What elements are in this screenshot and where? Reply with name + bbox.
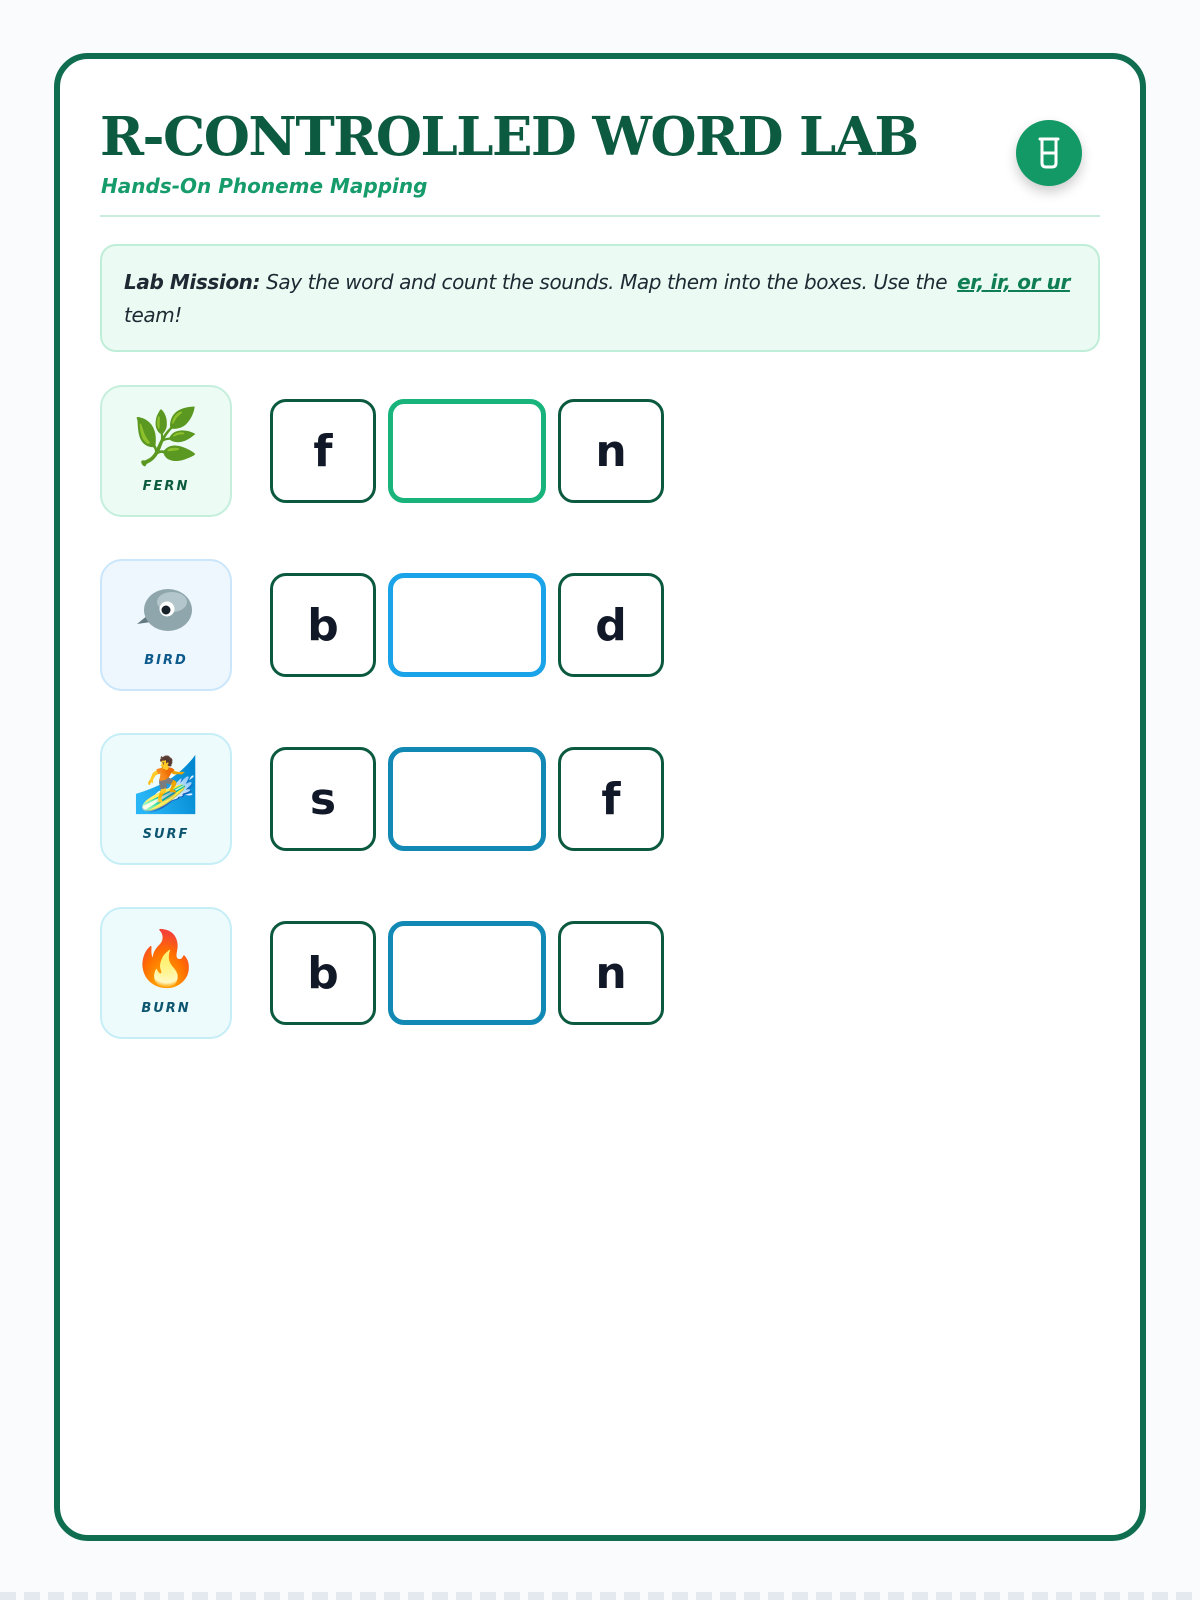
picture-word-label: FERN bbox=[142, 479, 190, 494]
page-title: R-CONTROLLED WORD LAB bbox=[100, 106, 918, 168]
picture-card[interactable] bbox=[100, 385, 232, 517]
mission-label: Lab Mission: bbox=[124, 270, 261, 294]
beaker-button[interactable] bbox=[1016, 120, 1082, 186]
sound-box-first: s bbox=[270, 747, 376, 851]
header-divider bbox=[100, 215, 1100, 217]
sound-box-first: b bbox=[270, 921, 376, 1025]
sound-box-vowel-team[interactable] bbox=[388, 399, 546, 503]
sound-box-vowel-team[interactable] bbox=[388, 747, 546, 851]
mission-text: Say the word and count the sounds. Map them into the boxes. Use the bbox=[266, 270, 948, 294]
picture-word-label: SURF bbox=[142, 827, 190, 842]
page-subtitle: Hands-On Phoneme Mapping bbox=[101, 174, 428, 198]
beaker-icon bbox=[1034, 136, 1064, 170]
mission-box bbox=[100, 244, 1100, 352]
fern-icon: 🌿 bbox=[132, 405, 200, 468]
fire-icon: 🔥 bbox=[132, 927, 200, 990]
sound-box-last: n bbox=[558, 921, 664, 1025]
sound-box-last: f bbox=[558, 747, 664, 851]
picture-card[interactable] bbox=[100, 907, 232, 1039]
sound-box-vowel-team[interactable] bbox=[388, 573, 546, 677]
picture-card[interactable] bbox=[100, 559, 232, 691]
picture-word-label: BIRD bbox=[144, 653, 188, 668]
word-row bbox=[100, 559, 700, 691]
word-row bbox=[100, 733, 700, 865]
bottom-edge-dashes bbox=[0, 1592, 1200, 1600]
surfer-icon: 🏄 bbox=[132, 753, 200, 816]
picture-card[interactable] bbox=[100, 733, 232, 865]
sound-box-last: d bbox=[558, 573, 664, 677]
sound-box-last: n bbox=[558, 399, 664, 503]
mission-text-end: team! bbox=[124, 303, 182, 327]
vowel-team-link[interactable]: er, ir, or ur bbox=[957, 270, 1070, 294]
picture-word-label: BURN bbox=[141, 1001, 191, 1016]
word-row bbox=[100, 385, 700, 517]
sound-box-vowel-team[interactable] bbox=[388, 921, 546, 1025]
sound-box-first: f bbox=[270, 399, 376, 503]
worksheet-card bbox=[54, 53, 1146, 1541]
sound-box-first: b bbox=[270, 573, 376, 677]
word-row bbox=[100, 907, 700, 1039]
bird-icon bbox=[102, 579, 230, 643]
